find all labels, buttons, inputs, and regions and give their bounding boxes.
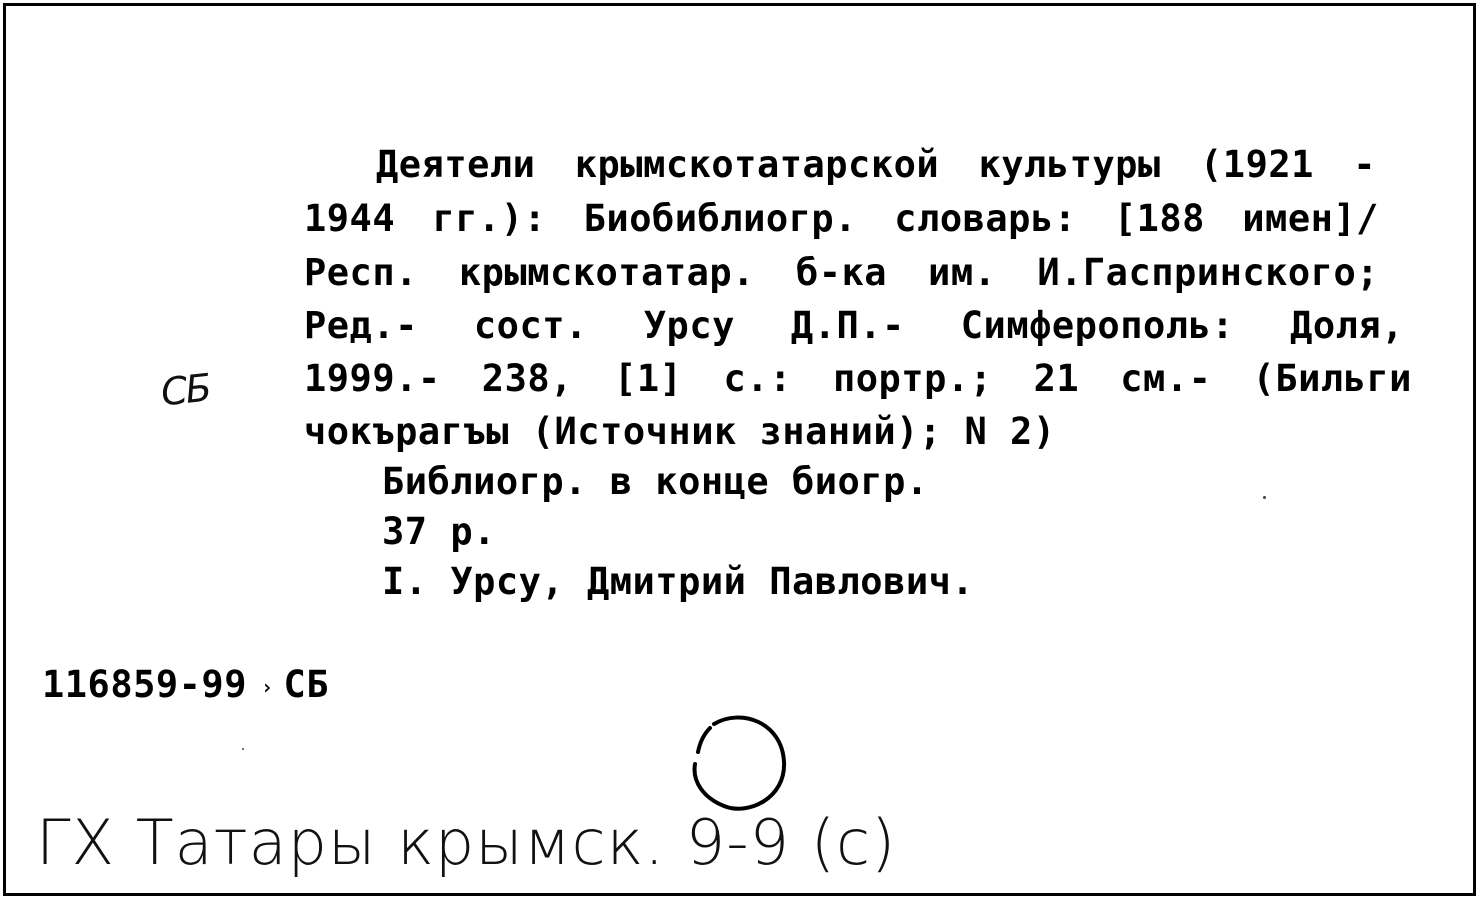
word: крымскотатар.: [458, 251, 755, 294]
word: Ред.-: [304, 304, 418, 347]
word: [1]: [614, 357, 683, 400]
scan-speck: [1263, 496, 1266, 499]
word: -: [1353, 143, 1376, 186]
separator-mark: ›: [260, 674, 274, 699]
word: Урсу: [643, 304, 735, 347]
call-number-value: 116859-99: [42, 663, 247, 706]
word: им.: [928, 251, 997, 294]
word: словарь:: [894, 197, 1077, 240]
margin-mark: СБ: [158, 365, 212, 415]
word: имен]/: [1242, 197, 1379, 240]
sigla: СБ: [283, 663, 330, 706]
word: гг.):: [432, 197, 547, 240]
word: портр.;: [832, 357, 993, 400]
word: 238,: [481, 357, 573, 400]
word: с.:: [723, 357, 792, 400]
stamp-circle-icon: [686, 712, 790, 818]
word: (1921: [1200, 143, 1314, 186]
word: сост.: [473, 304, 588, 347]
word: Биобиблиогр.: [583, 197, 857, 240]
word: крымскотатарской: [574, 143, 940, 186]
word: 1944: [304, 197, 396, 240]
word: [188: [1113, 197, 1205, 240]
bibliography-note: Библиогр. в конце биогр.: [382, 460, 929, 503]
classification-handwritten: ГХ Татары крымск. 9-9 (с): [36, 806, 897, 879]
word: Симферополь:: [960, 304, 1235, 347]
added-entry: I. Урсу, Дмитрий Павлович.: [382, 560, 975, 603]
entry-line-5: [304, 357, 1412, 400]
word: б-ка: [795, 251, 888, 294]
word: культуры: [978, 143, 1161, 186]
word: Д.П.-: [790, 304, 905, 347]
entry-line-6: чокърагъы (Источник знаний); N 2): [304, 410, 1056, 453]
word: И.Гаспринского;: [1037, 251, 1379, 294]
entry-line-1: [376, 143, 1376, 186]
word: 1999.-: [304, 357, 441, 400]
word: Деятели: [376, 143, 536, 186]
word: Респ.: [304, 251, 418, 294]
entry-line-4: [304, 304, 1404, 347]
scan-speck: [242, 748, 244, 750]
word: Доля,: [1290, 304, 1404, 347]
entry-line-3: [304, 251, 1379, 294]
price: 37 р.: [382, 510, 496, 553]
word: (Бильги: [1252, 357, 1412, 400]
catalog-card: [3, 3, 1476, 896]
word: см.-: [1120, 357, 1212, 400]
entry-line-2: [304, 197, 1379, 240]
call-number: [42, 663, 330, 706]
word: 21: [1033, 357, 1080, 400]
